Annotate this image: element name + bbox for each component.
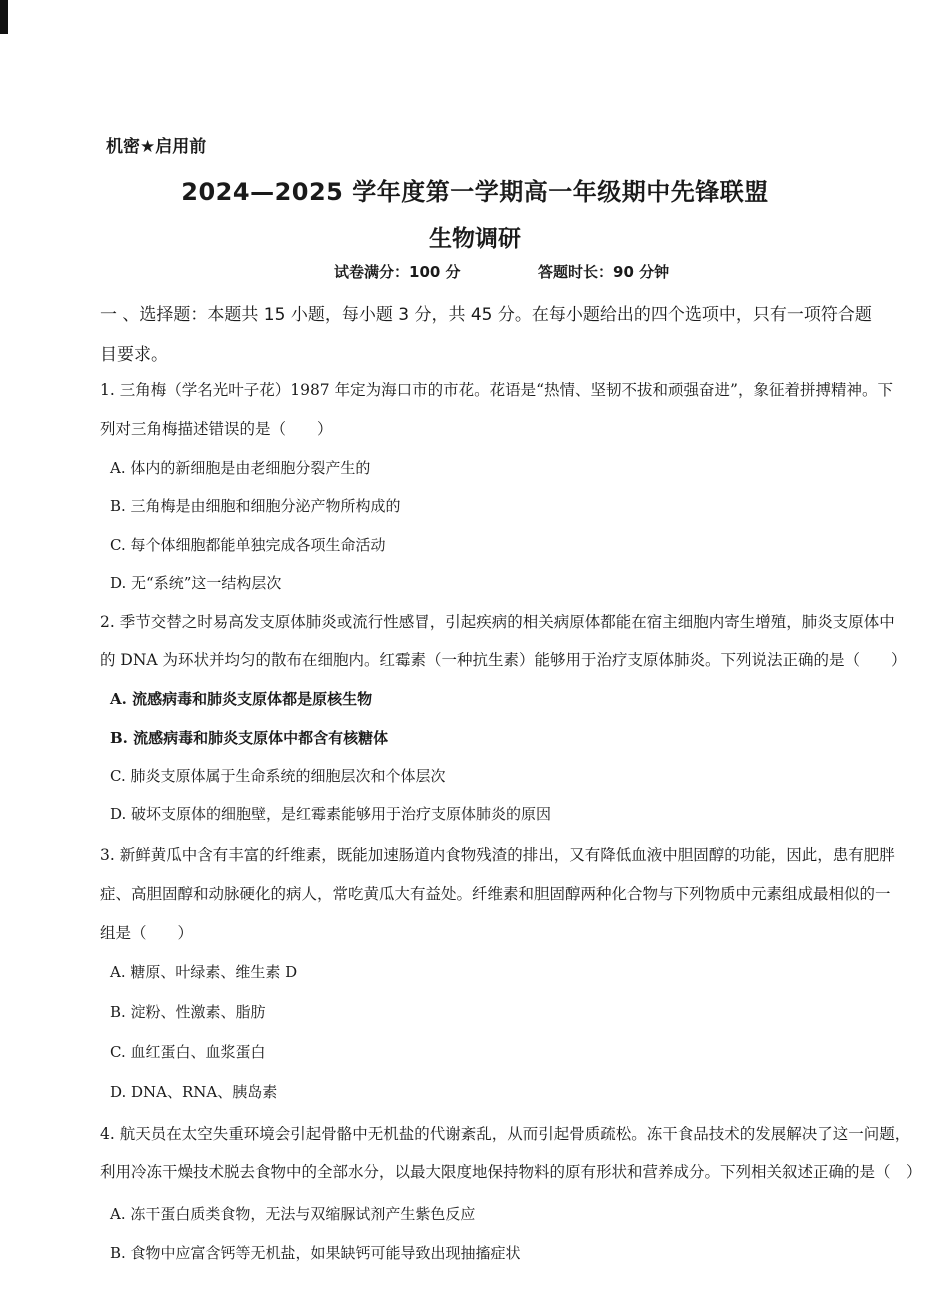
question-1-option-d: D. 无“系统”这一结构层次 xyxy=(110,574,282,592)
question-4-stem-line-2: 利用冷冻干燥技术脱去食物中的全部水分，以最大限度地保持物料的原有形状和营养成分。下列相关叙述正确的是（ ） xyxy=(100,1163,922,1181)
question-4-option-b: B. 食物中应富含钙等无机盐，如果缺钙可能导致出现抽搐症状 xyxy=(110,1244,521,1262)
section-instruction-line-1: 一 、选择题：本题共 15 小题，每小题 3 分，共 45 分。在每小题给出的四个选项中，只有一项符合题 xyxy=(100,305,872,325)
question-2-option-a: A. 流感病毒和肺炎支原体都是原核生物 xyxy=(110,690,373,708)
question-3-option-b: B. 淀粉、性激素、脂肪 xyxy=(110,1003,266,1021)
question-2-option-d: D. 破坏支原体的细胞壁，是红霉素能够用于治疗支原体肺炎的原因 xyxy=(110,805,552,823)
question-3-stem-line-2: 症、高胆固醇和动脉硬化的病人，常吃黄瓜大有益处。纤维素和胆固醇两种化合物与下列物质中元素组成最相似的一 xyxy=(100,885,891,903)
question-4-option-a: A. 冻干蛋白质类食物，无法与双缩脲试剂产生紫色反应 xyxy=(110,1205,476,1223)
question-3-option-a: A. 糖原、叶绿素、维生素 D xyxy=(110,963,298,981)
question-1-option-c: C. 每个体细胞都能单独完成各项生命活动 xyxy=(110,536,386,554)
question-2-option-b: B. 流感病毒和肺炎支原体中都含有核糖体 xyxy=(110,729,389,747)
question-2-stem-line-2: 的 DNA 为环状并均匀的散布在细胞内。红霉素（一种抗生素）能够用于治疗支原体肺炎。下列说法正确的是（ ） xyxy=(100,651,907,669)
question-2-option-c: C. 肺炎支原体属于生命系统的细胞层次和个体层次 xyxy=(110,767,446,785)
answer-duration: 答题时长：90 分钟 xyxy=(538,263,670,281)
question-3-stem-line-1: 3. 新鲜黄瓜中含有丰富的纤维素，既能加速肠道内食物残渣的排出，又有降低血液中胆固醇的功能，因此，患有肥胖 xyxy=(100,846,895,864)
question-1-stem-line-1: 1. 三角梅（学名光叶子花）1987 年定为海口市的市花。花语是“热情、坚韧不拔和顽强奋进”，象征着拼搏精神。下 xyxy=(100,381,893,399)
question-1-stem-line-2: 列对三角梅描述错误的是（ ） xyxy=(100,420,333,438)
section-instruction-line-2: 目要求。 xyxy=(100,345,168,365)
question-4-stem-line-1: 4. 航天员在太空失重环境会引起骨骼中无机盐的代谢紊乱，从而引起骨质疏松。冻干食品技术的发展解决了这一问题， xyxy=(100,1125,911,1143)
question-3-option-d: D. DNA、RNA、胰岛素 xyxy=(110,1083,278,1101)
exam-title: 2024—2025 学年度第一学期高一年级期中先锋联盟 xyxy=(181,178,769,206)
exam-subtitle: 生物调研 xyxy=(429,226,521,252)
question-3-stem-line-3: 组是（ ） xyxy=(100,924,194,942)
question-2-stem-line-1: 2. 季节交替之时易高发支原体肺炎或流行性感冒，引起疾病的相关病原体都能在宿主细胞内寄生增殖，肺炎支原体中 xyxy=(100,613,895,631)
question-1-option-a: A. 体内的新细胞是由老细胞分裂产生的 xyxy=(110,459,371,477)
scan-corner-mark xyxy=(0,0,8,34)
full-score: 试卷满分：100 分 xyxy=(334,263,461,281)
confidential-label: 机密★启用前 xyxy=(106,137,207,157)
question-1-option-b: B. 三角梅是由细胞和细胞分泌产物所构成的 xyxy=(110,497,401,515)
question-3-option-c: C. 血红蛋白、血浆蛋白 xyxy=(110,1043,266,1061)
